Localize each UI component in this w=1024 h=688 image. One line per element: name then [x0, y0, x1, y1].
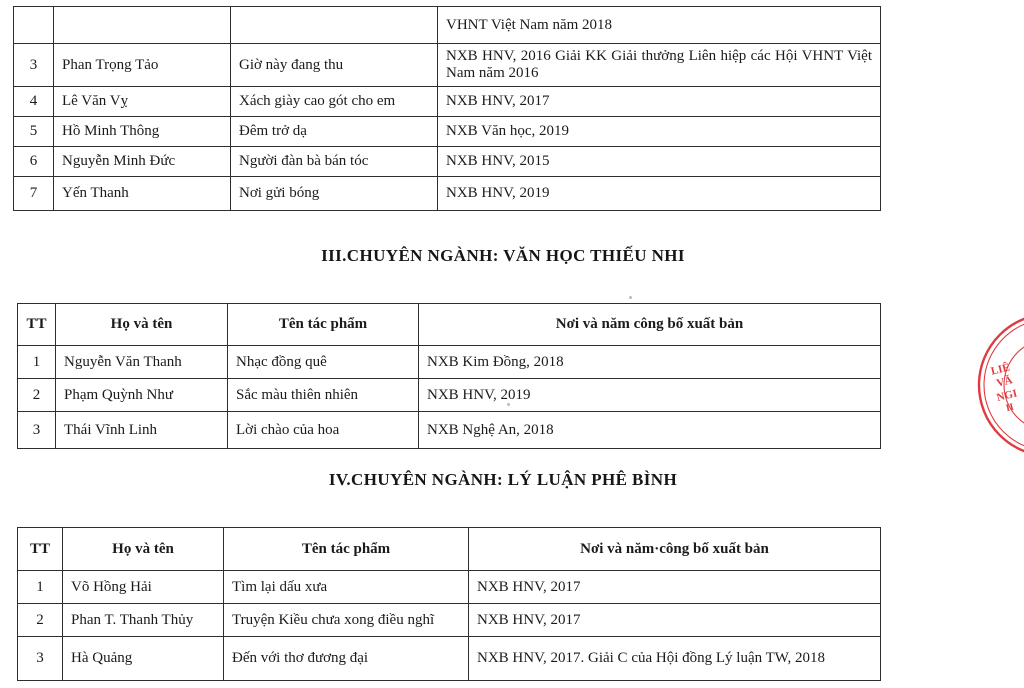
header-name: Họ và tên [56, 304, 228, 346]
scan-speckle [507, 403, 510, 406]
table-row [14, 117, 881, 147]
cell-name: Hồ Minh Thông [54, 117, 231, 147]
cell-title: Người đàn bà bán tóc [231, 147, 438, 177]
cell-tt: 7 [14, 177, 54, 211]
table-row [18, 604, 881, 637]
cell-title: Xách giày cao gót cho em [231, 87, 438, 117]
section-heading-iv: IV.CHUYÊN NGÀNH: LÝ LUẬN PHÊ BÌNH [328, 470, 678, 489]
cell-tt: 1 [18, 571, 63, 604]
cell-publisher: NXB HNV, 2017 [438, 87, 881, 117]
table-row [14, 147, 881, 177]
cell-title: Truyện Kiều chưa xong điều nghĩ [224, 604, 469, 637]
cell-tt: 5 [14, 117, 54, 147]
table-row [14, 44, 881, 87]
cell-title [231, 7, 438, 44]
red-seal-stamp [975, 310, 1024, 460]
cell-tt: 1 [18, 346, 56, 379]
cell-name: Yến Thanh [54, 177, 231, 211]
table-row [14, 7, 881, 44]
continuation-table [13, 6, 881, 211]
cell-publisher: NXB HNV, 2016 Giải KK Giải thưởng Liên hiệp các Hội VHNT Việt Nam năm 2016 [438, 44, 881, 87]
criticism-table [17, 527, 881, 681]
cell-title: Tìm lại dấu xưa [224, 571, 469, 604]
cell-title: Nơi gửi bóng [231, 177, 438, 211]
cell-publisher: NXB HNV, 2017. Giải C của Hội đồng Lý luận TW, 2018 [469, 637, 881, 681]
section-heading-iii: III.CHUYÊN NGÀNH: VĂN HỌC THIẾU NHI [321, 246, 685, 265]
cell-title: Sắc màu thiên nhiên [228, 379, 419, 412]
seal-inner-line: LIÊ [989, 361, 1012, 378]
cell-publisher: NXB Văn học, 2019 [438, 117, 881, 147]
children-literature-table [17, 303, 881, 449]
table-row [18, 346, 881, 379]
table-row [18, 637, 881, 681]
cell-publisher: NXB HNV, 2017 [469, 571, 881, 604]
header-title: Tên tác phẩm [224, 528, 469, 571]
cell-tt: 6 [14, 147, 54, 177]
cell-tt: 3 [18, 412, 56, 449]
cell-title: Đến với thơ đương đại [224, 637, 469, 681]
cell-name: Nguyễn Văn Thanh [56, 346, 228, 379]
cell-publisher: NXB HNV, 2019 [419, 379, 881, 412]
table-header-row [18, 528, 881, 571]
table-row [14, 87, 881, 117]
table-row [18, 379, 881, 412]
header-title: Tên tác phẩm [228, 304, 419, 346]
seal-inner-line: II [1004, 401, 1016, 415]
table-row [18, 412, 881, 449]
header-tt: TT [18, 528, 63, 571]
cell-tt: 3 [18, 637, 63, 681]
cell-publisher: NXB HNV, 2019 [438, 177, 881, 211]
cell-title: Lời chào của hoa [228, 412, 419, 449]
cell-name: Phan Trọng Tảo [54, 44, 231, 87]
cell-tt: 2 [18, 379, 56, 412]
cell-title: Đêm trở dạ [231, 117, 438, 147]
table-header-row [18, 304, 881, 346]
cell-publisher: VHNT Việt Nam năm 2018 [438, 7, 881, 44]
cell-publisher: NXB HNV, 2015 [438, 147, 881, 177]
cell-name [54, 7, 231, 44]
cell-name: Nguyễn Minh Đức [54, 147, 231, 177]
header-publisher: Nơi và năm công bố xuất bản [419, 304, 881, 346]
cell-tt: 3 [14, 44, 54, 87]
cell-tt: 4 [14, 87, 54, 117]
header-publisher: Nơi và năm·công bố xuất bản [469, 528, 881, 571]
cell-publisher: NXB Nghệ An, 2018 [419, 412, 881, 449]
cell-name: Võ Hồng Hải [63, 571, 224, 604]
cell-name: Phan T. Thanh Thủy [63, 604, 224, 637]
seal-inner-line: VĂ [995, 374, 1014, 390]
cell-title: Giờ này đang thu [231, 44, 438, 87]
cell-publisher: NXB HNV, 2017 [469, 604, 881, 637]
cell-tt: 2 [18, 604, 63, 637]
header-name: Họ và tên [63, 528, 224, 571]
cell-title: Nhạc đồng quê [228, 346, 419, 379]
scan-speckle [629, 296, 632, 299]
cell-publisher: NXB Kim Đồng, 2018 [419, 346, 881, 379]
table-row [18, 571, 881, 604]
cell-name: Lê Văn Vỵ [54, 87, 231, 117]
table-row [14, 177, 881, 211]
cell-name: Thái Vĩnh Linh [56, 412, 228, 449]
cell-name: Phạm Quỳnh Như [56, 379, 228, 412]
header-tt: TT [18, 304, 56, 346]
seal-inner-text [989, 361, 1022, 416]
cell-name: Hà Quảng [63, 637, 224, 681]
cell-tt [14, 7, 54, 44]
seal-inner-line: NGI [995, 387, 1019, 405]
